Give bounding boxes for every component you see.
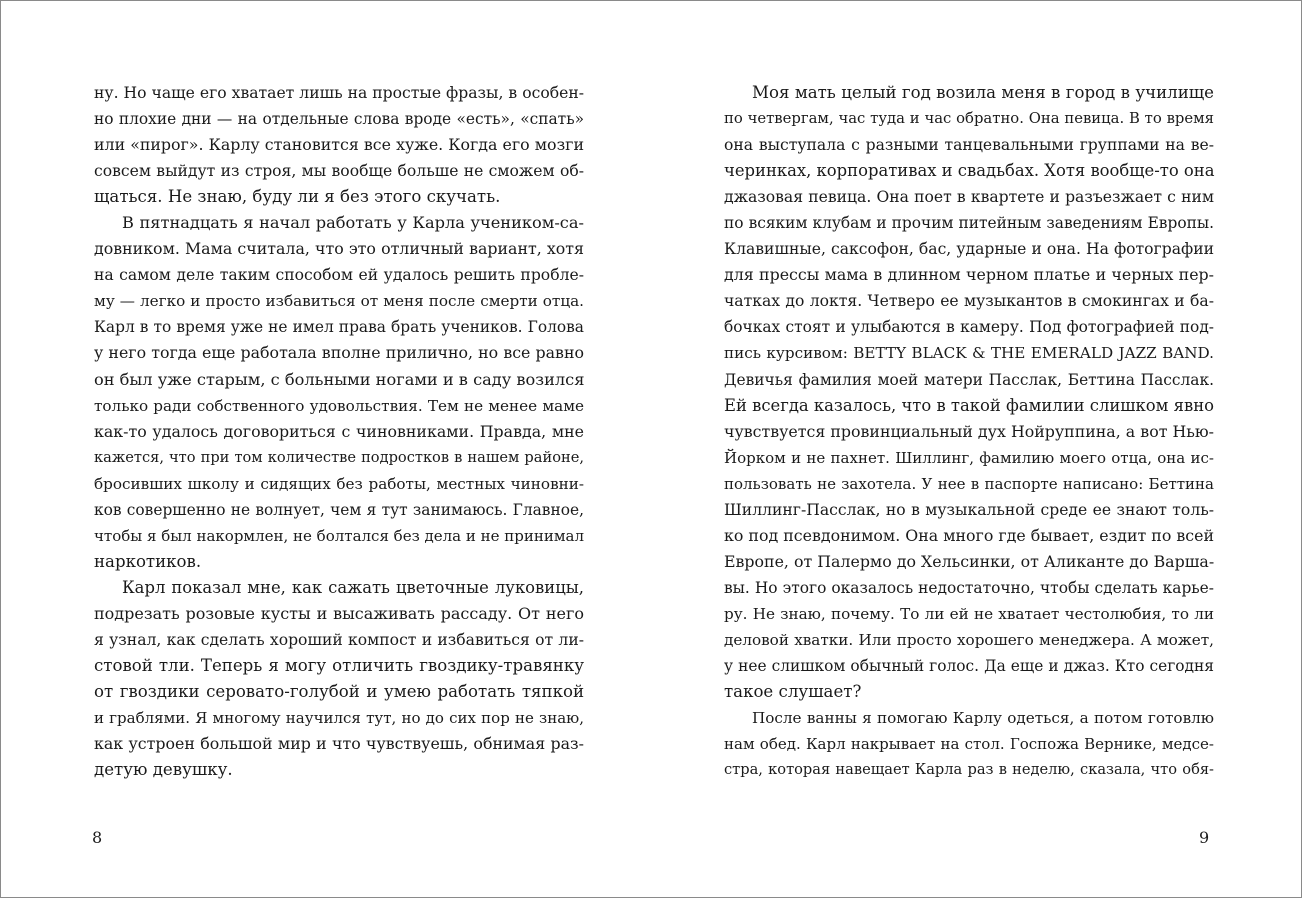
right-page — [724, 80, 1214, 783]
text-line: как устроен большой мир и что чувствуешь, обнимая раз- — [94, 734, 584, 754]
text-line: но плохие дни — на отдельные слова вроде «есть», «спать» — [94, 110, 584, 129]
text-line: у него тогда еще работала вполне прилично, но все равно — [94, 343, 584, 363]
text-line: как-то удалось договориться с чиновниками. Правда, мне — [94, 421, 584, 441]
text-line: пись курсивом: BETTY BLACK & THE EMERALD JAZZ BAND. — [724, 344, 1214, 363]
text-line: щаться. Не знаю, буду ли я без этого скучать. — [94, 187, 501, 207]
text-line: по всяким клубам и прочим питейным заведениям Европы. — [724, 214, 1214, 233]
text-line: Карл в то время уже не имел права брать учеников. Голова — [94, 318, 584, 337]
text-line: Европе, от Палермо до Хельсинки, от Аликанте до Варша- — [724, 551, 1215, 571]
text-line: В пятнадцать я начал работать у Карла учеником-са- — [122, 213, 584, 233]
text-line: подрезать розовые кусты и высаживать рассаду. От него — [94, 603, 584, 623]
text-line: бочках стоят и улыбаются в камеру. Под фотографией под- — [724, 318, 1214, 337]
text-line: совсем выйдут из строя, мы вообще больше не сможем об- — [94, 162, 584, 181]
text-line: только ради собственного удовольствия. Тем не менее маме — [94, 396, 584, 415]
text-line: После ванны я помогаю Карлу одеться, а потом готовлю — [752, 709, 1214, 728]
text-line: деловой хватки. Или просто хорошего менеджера. А может, — [724, 630, 1214, 649]
text-line: она выступала с разными танцевальными группами на ве- — [724, 136, 1214, 155]
text-line: на самом деле таким способом ей удалось решить пробле- — [94, 266, 584, 285]
text-line: пользовать не захотела. У нее в паспорте написано: Беттина — [724, 474, 1214, 493]
text-line: кажется, что при том количестве подростков в нашем районе, — [94, 448, 584, 466]
page-number-right: 9 — [1199, 828, 1210, 847]
text-line: ков совершенно не волнует, чем я тут занимаюсь. Главное, — [94, 500, 584, 519]
text-line: от гвоздики серовато-голубой и умею работать тяпкой — [94, 682, 584, 702]
text-line: черинках, корпоративах и свадьбах. Хотя вообще-то она — [724, 161, 1215, 181]
text-line: детую девушку. — [94, 760, 233, 780]
text-line: ну. Но чаще его хватает лишь на простые фразы, в особен- — [94, 84, 584, 102]
text-line: му — легко и просто избавиться от меня после смерти отца. — [94, 292, 584, 311]
text-line: джазовая певица. Она поет в квартете и разъезжает с ним — [724, 188, 1214, 207]
text-line: довником. Мама считала, что это отличный вариант, хотя — [94, 239, 584, 259]
text-line: у нее слишком обычный голос. Да еще и джаз. Кто сегодня — [724, 657, 1214, 676]
text-line: для прессы мама в длинном черном платье и черных пер- — [724, 265, 1214, 285]
text-line: такое слушает? — [724, 682, 862, 702]
text-line: Шиллинг-Пасслак, но в музыкальной среде ее знают толь- — [724, 500, 1214, 519]
text-line: ко под псевдонимом. Она много где бывает, ездит по всей — [724, 525, 1214, 545]
text-line: он был уже старым, с больными ногами и в саду возился — [94, 369, 585, 389]
text-line: чатках до локтя. Четверо ее музыкантов в смокингах и ба- — [724, 292, 1214, 311]
text-line: чтобы я был накормлен, не болтался без дела и не принимал — [94, 526, 585, 545]
text-line: чувствуется провинциальный дух Нойруппина, а вот Нью- — [724, 421, 1214, 441]
text-line: бросивших школу и сидящих без работы, местных чиновни- — [94, 474, 584, 493]
text-line: наркотиков. — [94, 551, 202, 571]
text-line: по четвергам, час туда и час обратно. Она певица. В то время — [724, 110, 1214, 128]
text-line: ру. Не знаю, почему. То ли ей не хватает честолюбия, то ли — [724, 604, 1214, 623]
text-line: стовой тли. Теперь я могу отличить гвоздику-травянку — [94, 656, 584, 676]
text-line: Девичья фамилия моей матери Пасслак, Беттина Пасслак. — [724, 370, 1214, 389]
text-line: и граблями. Я многому научился тут, но до сих пор не знаю, — [94, 709, 584, 728]
page-number-left: 8 — [92, 828, 103, 847]
text-line: нам обед. Карл накрывает на стол. Госпожа Вернике, медсе- — [724, 735, 1214, 754]
text-line: я узнал, как сделать хороший компост и избавиться от ли- — [94, 630, 584, 649]
text-line: Ей всегда казалось, что в такой фамилии слишком явно — [724, 395, 1214, 415]
text-line: Йорком и не пахнет. Шиллинг, фамилию моего отца, она ис- — [724, 448, 1214, 467]
left-page — [94, 80, 584, 783]
text-line: вы. Но этого оказалось недостаточно, чтобы сделать карье- — [724, 578, 1214, 597]
text-line: Клавишные, саксофон, бас, ударные и она. На фотографии — [724, 240, 1214, 259]
text-line: стра, которая навещает Карла раз в неделю, сказала, что обя- — [724, 761, 1214, 779]
text-line: или «пирог». Карлу становится все хуже. Когда его мозги — [94, 135, 584, 155]
text-line: Карл показал мне, как сажать цветочные луковицы, — [122, 577, 584, 597]
text-line: Моя мать целый год возила меня в город в училище — [752, 83, 1214, 102]
